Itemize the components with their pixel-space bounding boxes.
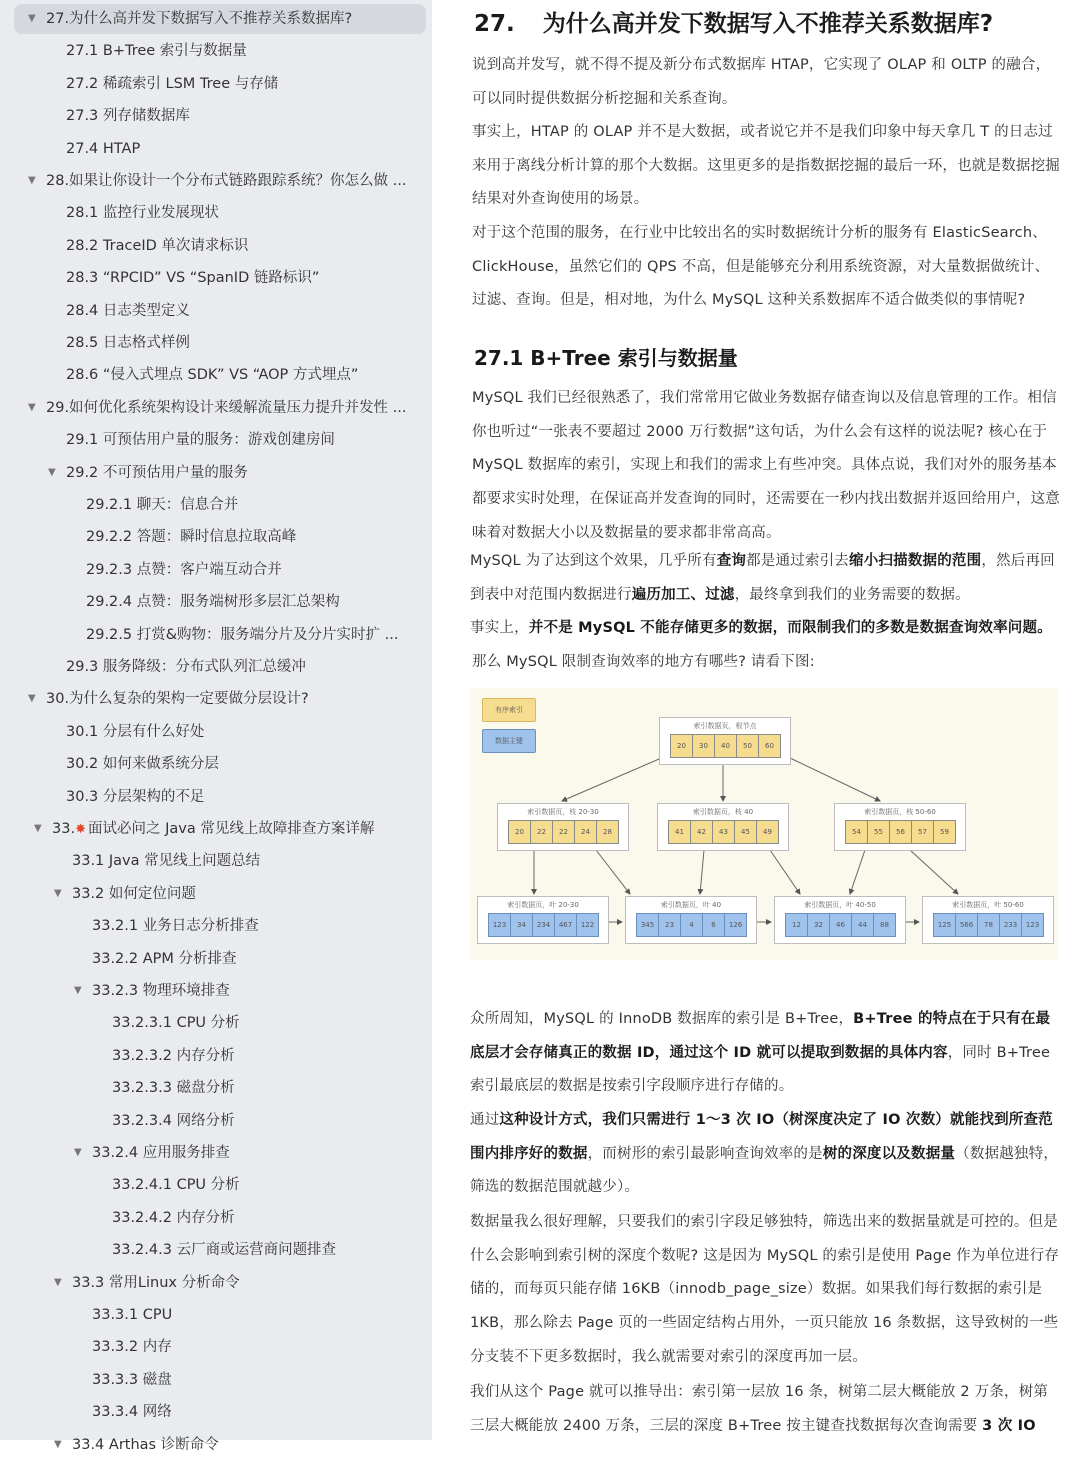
toc-item[interactable] (0, 522, 426, 552)
text-run: B+Tree 的特点在于只有在最底层才会存储真正的数据 ID，通过这个 ID 就可以提取到数据的具体内容 (470, 1011, 1051, 1061)
node-cell: 55 (867, 820, 890, 844)
toc-sidebar (0, 0, 432, 1453)
title-number: 27. (474, 11, 515, 37)
toc-item-label: 29.1 可预估用户量的服务：游戏创建房间 (66, 432, 335, 449)
toc-item-label: 33.3.2 内存 (92, 1339, 172, 1356)
toc-item[interactable] (0, 879, 426, 909)
toc-item-label: 33.3.3 磁盘 (92, 1371, 172, 1388)
toc-item[interactable] (0, 425, 426, 455)
text-run: ，最终拿到我们的业务需要的数据。 (734, 586, 970, 603)
leaf-node-1 (477, 896, 609, 944)
node-cells (658, 820, 788, 844)
toc-item-label: 33.2.3.3 磁盘分析 (112, 1080, 235, 1097)
toc-item[interactable] (0, 717, 426, 747)
node-cell: 126 (724, 913, 747, 937)
node-cell: 40 (714, 734, 737, 758)
toc-item-label: 33.3 常用Linux 分析命令 (72, 1274, 240, 1291)
section-heading: 27.1 B+Tree 索引与数据量 (474, 346, 738, 370)
section-paragraph-1: MySQL 我们已经很熟悉了，我们常常用它做业务数据存储查询以及信息管理的工作。相信你也听过“一张表不要超过 2000 万行数据”这句话，为什么会有这样的说法呢? 核心在于 MySQL 数据库的索引，实现上和我们的需求上有些冲突。具体点说，我们对外的服务基本都要求实时处理，在保证高并发查询的同时，还需要在一秒内找出数据并返回给用户，这意味着对数据大小以及数据量的要求都非常高高。 (472, 390, 1060, 541)
toc-item[interactable] (0, 101, 426, 131)
toc-item-prefix: 33. (52, 821, 76, 837)
intro-paragraph-1: 说到高并发写，就不得不提及新分布式数据库 HTAP，它实现了 OLAP 和 OLTP 的融合，可以同时提供数据分析挖掘和关系查询。 (472, 57, 1051, 107)
toc-item-label: 28.3 “RPCID” VS “SpanID 链路标识” (66, 270, 320, 287)
toc-item[interactable] (0, 1041, 426, 1071)
toc-item[interactable] (0, 620, 426, 650)
branch-node-2 (657, 803, 789, 851)
section-paragraph-4: 那么 MySQL 限制查询效率的地方有哪些? 请看下图: (472, 654, 815, 670)
toc-item[interactable] (0, 458, 426, 488)
text-run: 并不是 MySQL 不能存储更多的数据，而限制我们的多数是数据查询效率问题。 (528, 620, 1052, 636)
toc-item[interactable] (0, 782, 426, 812)
toc-item[interactable] (0, 166, 426, 196)
branch-node-3 (834, 803, 966, 851)
toc-item[interactable] (14, 4, 426, 34)
text-run: 树的深度以及数据量 (822, 1145, 956, 1162)
node-cell: 4 (680, 913, 703, 937)
node-cell: 233 (999, 913, 1022, 937)
node-cell: 41 (668, 820, 691, 844)
text-run: ，然后再回到表中对范围内数据进行 (470, 553, 1055, 603)
node-cells (923, 913, 1053, 937)
toc-item[interactable] (0, 231, 426, 261)
node-title: 索引数据页，叶 20-30 (507, 901, 579, 909)
toc-item[interactable] (0, 69, 426, 99)
toc-item[interactable] (0, 684, 426, 714)
text-run: ，同时 B+Tree 索引最底层的数据是按索引字段顺序进行存储的。 (470, 1044, 1051, 1095)
toc-item[interactable] (0, 1300, 426, 1330)
toc-item[interactable] (0, 1203, 426, 1233)
node-cell: 56 (889, 820, 912, 844)
toc-item[interactable] (0, 198, 426, 228)
toc-item[interactable] (0, 36, 426, 66)
toc-item-label: 33.2.4 应用服务排查 (92, 1145, 230, 1161)
toc-item-label: 面试必问之 Java 常见线上故障排查方案详解 (87, 821, 375, 837)
text-run: 事实上， (470, 620, 529, 636)
node-cell: 123 (488, 913, 511, 937)
toc-item[interactable] (0, 296, 426, 326)
text-run: 都是通过索引去 (746, 553, 850, 569)
toc-item-label: 33.2 如何定位问题 (72, 885, 196, 902)
toc-item-label: 27.3 列存储数据库 (66, 108, 190, 125)
toc-item-label: 33.2.4.3 云厂商或运营商问题排查 (112, 1242, 337, 1259)
node-cell: 42 (690, 820, 713, 844)
toc-item-label: 30.1 分层有什么好处 (66, 723, 205, 740)
toc-item-label: 28.5 日志格式样例 (66, 335, 190, 351)
section-paragraph-2 (470, 545, 1060, 612)
node-title: 索引数据页，叶 40-50 (804, 901, 876, 909)
toc-item[interactable] (0, 490, 426, 520)
toc-item[interactable] (0, 749, 426, 779)
toc-item-label: 29.2.4 点赞：服务端树形多层汇总架构 (86, 594, 340, 611)
node-cells (498, 820, 628, 844)
branch-node-1 (497, 803, 629, 851)
toc-item-label: 33.2.4.1 CPU 分析 (112, 1177, 240, 1194)
node-cell: 44 (851, 913, 874, 937)
text-run: 我们从这个 Page 就可以推导出：索引第一层放 16 条，树第二层大概能放 2 万条，树第三层大概能放 2400 万条，三层的深度 B+Tree 按主键查找数据每次查询需要 (470, 1384, 1049, 1434)
node-cell: 467 (554, 913, 577, 937)
leaf-node-3 (774, 896, 906, 944)
intro-paragraph-2: 事实上，HTAP 的 OLAP 并不是大数据，或者说它并不是我们印象中每天拿几 T 的日志过来用于离线分析计算的那个大数据。这里更多的是指数据挖掘的最后一环，也就是数据挖掘结果对外查询使用的场景。 (472, 124, 1060, 208)
toc-item-label: 30.3 分层架构的不足 (66, 788, 205, 805)
node-cell: 28 (596, 820, 619, 844)
text-run: ，而树形的索引最影响查询效率的是 (587, 1145, 823, 1162)
node-cell: 234 (532, 913, 555, 937)
after-paragraph-2 (470, 1104, 1060, 1205)
legend-ordered-index: 有序索引 (482, 698, 536, 722)
toc-item[interactable] (0, 944, 426, 974)
toc-item[interactable] (0, 652, 426, 682)
toc-item[interactable] (0, 263, 426, 293)
expand-arrow-icon[interactable]: ▼ (28, 175, 36, 186)
node-cell: 22 (530, 820, 553, 844)
expand-arrow-icon[interactable]: ▼ (74, 985, 82, 996)
node-cell: 78 (977, 913, 1000, 937)
toc-item[interactable] (0, 1138, 426, 1168)
node-cell: 50 (736, 734, 759, 758)
toc-item-label: 33.2.4.2 内存分析 (112, 1209, 235, 1226)
toc-item-label: 27.1 B+Tree 索引与数据量 (66, 43, 247, 60)
toc-item[interactable] (0, 1106, 426, 1136)
toc-item-label: 29.2.2 答题：瞬时信息拉取高峰 (86, 529, 297, 546)
toc-item-label: 33.2.3 物理环境排查 (92, 983, 230, 999)
toc-item-label: 27.2 稀疏索引 LSM Tree 与存储 (66, 75, 279, 92)
node-cell: 24 (574, 820, 597, 844)
node-cell: 122 (576, 913, 599, 937)
node-cells (660, 734, 790, 758)
toc-item-label: 33.2.2 APM 分析排查 (92, 950, 237, 967)
after-paragraph-3: 数据量我么很好理解，只要我们的索引字段足够独特，筛选出来的数据量就是可控的。但是什么会影响到索引树的深度个数呢? 这是因为 MySQL 的索引是使用 Page 作为单位进行存储的，而每页只能存储 16KB（innodb_page_size）数据。如果我们每行数据的索引是 1KB，那么除去 Page 页的一些固定结构占用外，一页只能放 16 条数据，这导致树的一些分支装不下更多数据时，我么就需要对索引的深度再加一层。 (470, 1214, 1060, 1365)
toc-item[interactable] (0, 1073, 426, 1103)
text-run: 3 次 IO (982, 1417, 1036, 1434)
node-cell: 345 (636, 913, 659, 937)
toc-item-label: 28.1 监控行业发展现状 (66, 205, 219, 222)
node-cell: 123 (1021, 913, 1044, 937)
toc-item-label: 30.为什么复杂的架构一定要做分层设计? (46, 691, 309, 708)
toc-item[interactable] (0, 1430, 426, 1460)
node-cell: 34 (510, 913, 533, 937)
expand-arrow-icon[interactable]: ▼ (28, 13, 36, 24)
node-cell: 54 (845, 820, 868, 844)
toc-item-label: 30.2 如何来做系统分层 (66, 756, 219, 773)
section-paragraph-3 (470, 612, 1060, 646)
document-content (432, 0, 1080, 1440)
toc-item-label: 29.2.1 聊天：信息合并 (86, 497, 239, 513)
intro-paragraph-3: 对于这个范围的服务，在行业中比较出名的实时数据统计分析的服务有 ElasticSearch、ClickHouse，虽然它们的 QPS 不高，但是能够充分利用系统资源，对大量数据做统计、过滤、查询。但是，相对地，为什么 MySQL 这种关系数据库不适合做类似的事情呢? (472, 225, 1050, 309)
toc-item[interactable] (0, 846, 426, 876)
node-cell: 43 (712, 820, 735, 844)
leaf-node-4 (922, 896, 1054, 944)
expand-arrow-icon[interactable]: ▼ (34, 823, 42, 834)
node-title: 索引数据页，枝 50-60 (864, 808, 936, 816)
node-cell: 45 (734, 820, 757, 844)
node-cell: 23 (658, 913, 681, 937)
text-run: 这种设计方式，我们只需进行 1～3 次 IO（树深度决定了 IO 次数）就能找到所查范围内排序好的数据 (470, 1112, 1053, 1162)
toc-item-label: 29.如何优化系统架构设计来缓解流量压力提升并发性 ... (46, 399, 407, 416)
node-cell: 88 (873, 913, 896, 937)
expand-arrow-icon[interactable]: ▼ (28, 401, 36, 413)
toc-item[interactable] (0, 1397, 426, 1427)
legend-primary-key: 数据主键 (482, 729, 536, 753)
toc-item-label: 33.3.4 网络 (92, 1404, 172, 1421)
node-cell: 30 (692, 734, 715, 758)
node-title: 索引数据页，枝 20-30 (527, 808, 599, 816)
node-cells (478, 913, 608, 937)
title-text: 为什么高并发下数据写入不推荐关系数据库? (542, 11, 994, 37)
toc-item-label: 33.2.3.1 CPU 分析 (112, 1015, 240, 1032)
text-run: 查询 (716, 553, 747, 569)
toc-item-label: 33.1 Java 常见线上问题总结 (72, 853, 261, 870)
node-cells (835, 820, 965, 844)
expand-arrow-icon[interactable]: ▼ (28, 693, 36, 705)
toc-item[interactable] (0, 393, 426, 423)
expand-arrow-icon[interactable]: ▼ (54, 1276, 62, 1288)
toc-item[interactable] (0, 1365, 426, 1395)
node-title: 索引数据页，叶 40 (660, 901, 722, 909)
toc-item[interactable] (0, 814, 426, 844)
node-title: 索引数据页，根节点 (693, 722, 757, 730)
toc-item[interactable] (0, 1268, 426, 1298)
text-run: 缩小扫描数据的范围 (849, 553, 982, 569)
node-title: 索引数据页，叶 50-60 (952, 901, 1024, 909)
node-cell: 46 (829, 913, 852, 937)
toc-item[interactable] (0, 587, 426, 617)
node-cell: 22 (552, 820, 575, 844)
toc-item-label: 28.6 “侵入式埋点 SDK” VS “AOP 方式埋点” (66, 367, 359, 384)
toc-item[interactable] (0, 1235, 426, 1265)
text-run: MySQL 为了达到这个效果，几乎所有 (470, 553, 717, 569)
expand-arrow-icon[interactable]: ▼ (54, 887, 62, 899)
btree-diagram (470, 688, 1058, 960)
toc-item-label: 28.如果让你设计一个分布式链路跟踪系统？你怎么做 ... (46, 173, 407, 189)
node-cells (775, 913, 905, 937)
toc-item-label: 29.3 服务降级：分布式队列汇总缓冲 (66, 659, 306, 675)
toc-item[interactable] (0, 911, 426, 941)
node-cell: 32 (807, 913, 830, 937)
toc-item[interactable] (0, 1332, 426, 1362)
toc-item-label: 28.2 TraceID 单次请求标识 (66, 237, 249, 254)
toc-item[interactable] (0, 1170, 426, 1200)
toc-item-label: 29.2 不可预估用户量的服务 (66, 464, 248, 481)
toc-item-label: 28.4 日志类型定义 (66, 302, 190, 319)
text-run: 遍历加工、过滤 (631, 586, 735, 603)
node-title: 索引数据页，枝 40 (692, 808, 754, 816)
toc-item-label: 29.2.3 点赞：客户端互动合并 (86, 561, 282, 578)
expand-arrow-icon[interactable]: ▼ (48, 466, 56, 478)
node-cell: 12 (785, 913, 808, 937)
toc-item-label: 27.为什么高并发下数据写入不推荐关系数据库? (46, 11, 353, 27)
toc-item-label: 33.3.1 CPU (92, 1307, 173, 1323)
toc-item[interactable] (0, 555, 426, 585)
expand-arrow-icon[interactable]: ▼ (74, 1147, 82, 1158)
toc-item[interactable] (0, 328, 426, 358)
expand-arrow-icon[interactable]: ▼ (54, 1438, 62, 1450)
toc-item-label: 33.4 Arthas 诊断命令 (72, 1436, 219, 1453)
node-cell: 60 (758, 734, 781, 758)
toc-item[interactable] (0, 360, 426, 390)
toc-item[interactable] (0, 134, 426, 164)
node-cells (626, 913, 756, 937)
toc-item[interactable] (0, 976, 426, 1006)
node-cell: 6 (702, 913, 725, 937)
node-cell: 125 (933, 913, 956, 937)
node-cell: 566 (955, 913, 978, 937)
leaf-node-2 (625, 896, 757, 944)
toc-item-label: 33.2.1 业务日志分析排查 (92, 918, 259, 935)
collision-emoji-icon: ✸ (75, 822, 86, 837)
text-run: 通过 (470, 1112, 500, 1128)
node-cell: 20 (670, 734, 693, 758)
toc-item-label: 33.2.3.2 内存分析 (112, 1047, 235, 1064)
node-cell: 49 (756, 820, 779, 844)
node-cell: 59 (933, 820, 956, 844)
text-run: （数据越独特，筛选的数据范围就越少）。 (470, 1145, 1059, 1196)
after-paragraph-4 (470, 1376, 1060, 1443)
node-cell: 20 (508, 820, 531, 844)
toc-item-label: 27.4 HTAP (66, 140, 141, 157)
toc-item-label: 29.2.5 打赏&购物：服务端分片及分片实时扩 ... (86, 626, 399, 643)
page-title (474, 4, 993, 44)
root-node (659, 717, 791, 765)
toc-item[interactable] (0, 1008, 426, 1038)
text-run: 众所周知，MySQL 的 InnoDB 数据库的索引是 B+Tree， (470, 1011, 854, 1027)
toc-item-label: 33.2.3.4 网络分析 (112, 1112, 235, 1129)
node-cell: 57 (911, 820, 934, 844)
after-paragraph-1 (470, 1003, 1060, 1104)
